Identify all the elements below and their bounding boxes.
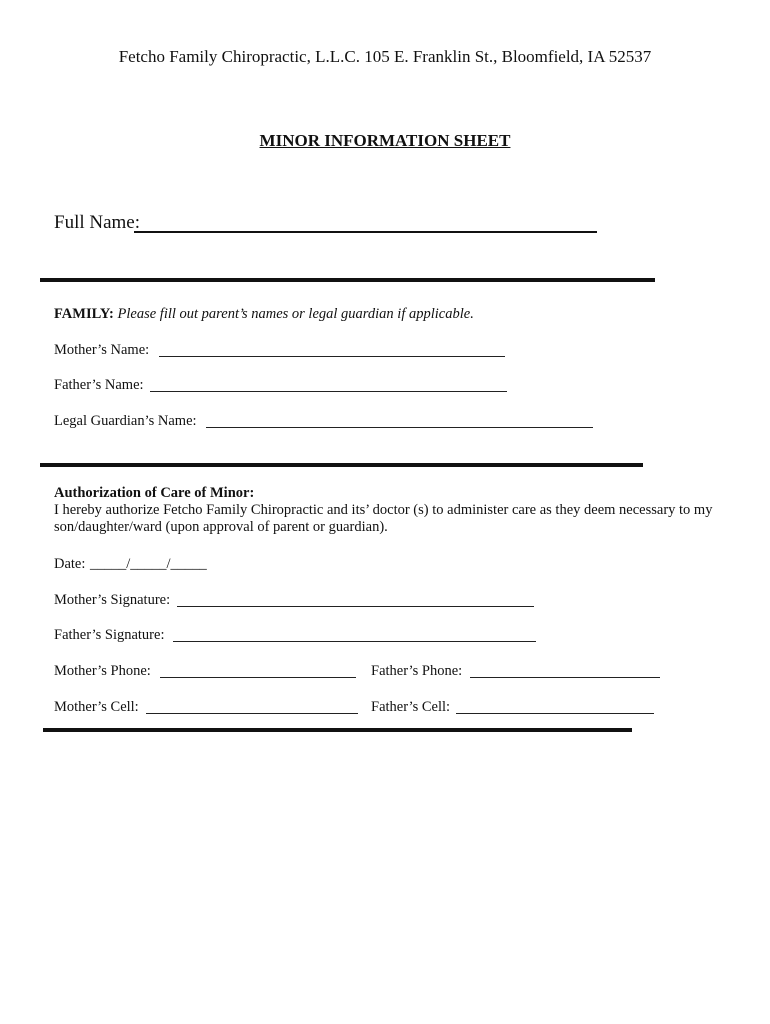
page-title-text: MINOR INFORMATION SHEET bbox=[259, 131, 511, 150]
father-phone-field[interactable] bbox=[470, 677, 660, 678]
authorization-heading: Authorization of Care of Minor: bbox=[54, 485, 255, 501]
mother-phone-field[interactable] bbox=[160, 677, 356, 678]
mother-signature-field[interactable] bbox=[177, 606, 534, 607]
mother-cell-label: Mother’s Cell: bbox=[54, 699, 139, 715]
mother-name-label: Mother’s Name: bbox=[54, 342, 150, 358]
date-field[interactable]: _____/_____/_____ bbox=[90, 556, 207, 572]
father-phone-label: Father’s Phone: bbox=[371, 663, 463, 679]
father-signature-label: Father’s Signature: bbox=[54, 627, 165, 643]
mother-phone-label: Mother’s Phone: bbox=[54, 663, 151, 679]
full-name-label: Full Name: bbox=[54, 212, 141, 233]
family-heading-label: FAMILY: bbox=[54, 306, 114, 322]
father-name-field[interactable] bbox=[150, 391, 507, 392]
section-divider-3 bbox=[43, 728, 632, 732]
mother-cell-field[interactable] bbox=[146, 713, 358, 714]
page-title bbox=[0, 131, 770, 151]
guardian-name-field[interactable] bbox=[206, 427, 593, 428]
family-instruction: Please fill out parent’s names or legal guardian if applicable. bbox=[117, 306, 474, 322]
full-name-field[interactable] bbox=[134, 231, 597, 233]
guardian-name-label: Legal Guardian’s Name: bbox=[54, 413, 197, 429]
section-divider-1 bbox=[40, 278, 655, 282]
father-cell-field[interactable] bbox=[456, 713, 654, 714]
father-cell-label: Father’s Cell: bbox=[371, 699, 451, 715]
mother-name-field[interactable] bbox=[159, 356, 505, 357]
mother-signature-label: Mother’s Signature: bbox=[54, 592, 171, 608]
clinic-header: Fetcho Family Chiropractic, L.L.C. 105 E. Franklin St., Bloomfield, IA 52537 bbox=[118, 47, 652, 66]
authorization-text: I hereby authorize Fetcho Family Chiropractic and its’ doctor (s) to administer care as they deem necessary to my son/daughter/ward (upon approval of parent or guardian). bbox=[54, 502, 713, 535]
father-signature-field[interactable] bbox=[173, 641, 536, 642]
section-divider-2 bbox=[40, 463, 643, 467]
date-label: Date: bbox=[54, 556, 86, 572]
father-name-label: Father’s Name: bbox=[54, 377, 144, 393]
family-heading bbox=[54, 306, 474, 323]
